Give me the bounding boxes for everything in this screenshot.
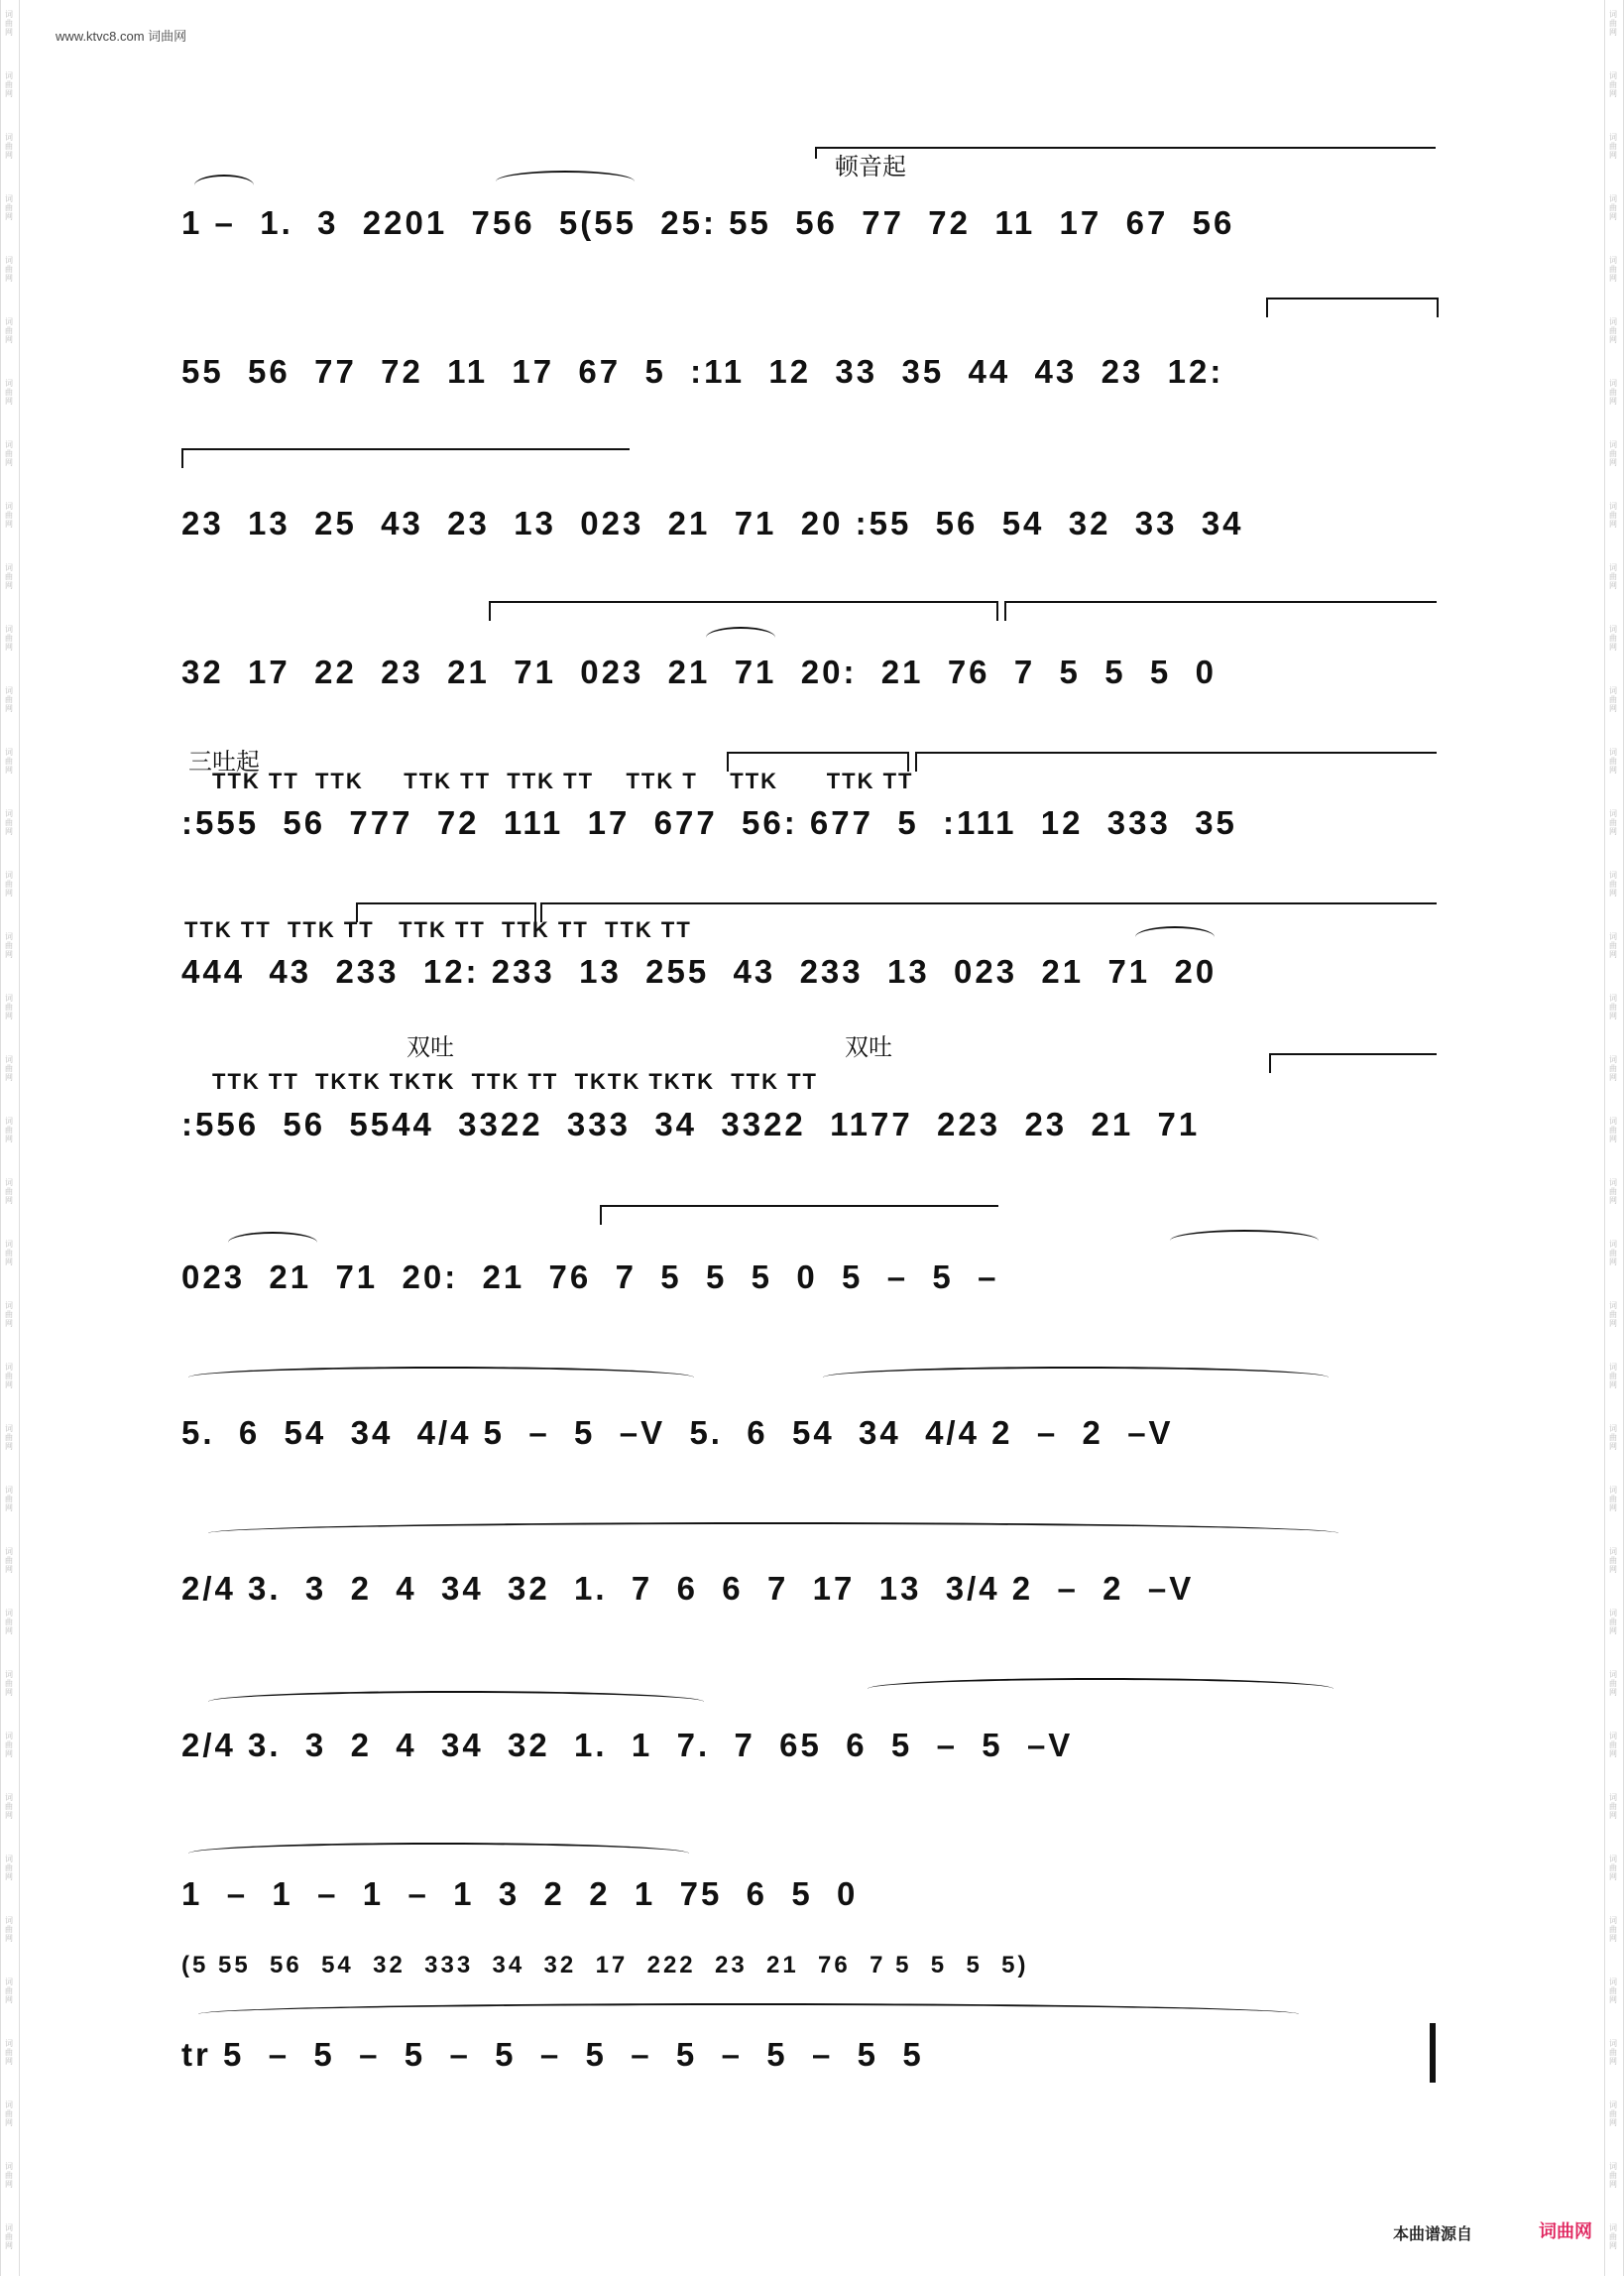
side-watermark-text: 词 曲 网 [1609,1855,1617,1881]
side-watermark-text: 词 曲 网 [5,194,13,221]
slur [228,1232,317,1254]
side-watermark-text: 词 曲 网 [5,1547,13,1574]
score-row-8 [181,1248,1438,1307]
row-12-notes: 1 – 1 – 1 – 1 3 2 2 1 75 6 5 0 [181,1875,859,1912]
side-watermark-text: 词 曲 网 [1609,1977,1617,2004]
side-watermark-text: 词 曲 网 [5,256,13,283]
side-watermark-text: 词 曲 网 [5,1732,13,1758]
side-watermark-text: 词 曲 网 [1609,809,1617,836]
side-watermark-text: 词 曲 网 [1609,502,1617,529]
side-watermark-text: 词 曲 网 [5,809,13,836]
side-watermark-text: 词 曲 网 [1609,1363,1617,1389]
footer-source-label: 本曲谱源自 [1393,2226,1473,2243]
slur [194,175,254,196]
side-watermark-text: 词 曲 网 [5,1486,13,1512]
side-watermark-text: 词 曲 网 [5,1363,13,1389]
side-watermark-text: 词 曲 网 [5,563,13,590]
row-1-notes: 1 – 1. 3 2201 756 5(55 25: 55 56 77 72 11 17 67 56 [181,204,1235,241]
volta-bracket [600,1205,998,1225]
side-watermark-text: 词 曲 网 [5,748,13,775]
side-watermark-text: 词 曲 网 [1609,1916,1617,1943]
side-watermark-text: 词 曲 网 [5,1609,13,1635]
row-11-notes: 2/4 3. 3 2 4 34 32 1. 1 7. 7 65 6 5 – 5 –V [181,1727,1074,1763]
side-watermark-text: 词 曲 网 [5,2100,13,2127]
side-watermark-text: 词 曲 网 [5,625,13,652]
side-watermark-text: 词 曲 网 [1609,256,1617,283]
side-watermark-text: 词 曲 网 [1609,1424,1617,1451]
side-watermark-text: 词 曲 网 [5,1916,13,1943]
score-row-11 [181,1716,1438,1775]
volta-bracket [1004,601,1437,621]
side-watermark-text: 词 曲 网 [5,994,13,1020]
slur [208,1691,704,1713]
slur [188,1367,694,1388]
side-watermark-text: 词 曲 网 [1609,1240,1617,1266]
volta-bracket [489,601,998,621]
slur [198,2003,1299,2025]
tongue-marks-row-5: TTK TT TTK TTK TT TTK TT TTK T TTK TTK TT [212,769,914,793]
slur [706,627,775,649]
tongue-marks-row-7: TTK TT TKTK TKTK TTK TT TKTK TKTK TTK TT [212,1069,818,1094]
score-row-1 [181,193,1438,253]
side-watermark-text: 词 曲 网 [5,686,13,713]
score-row-4 [181,643,1438,702]
san-tu-label: 三吐起 [188,749,260,776]
row-3-notes: 23 13 25 43 23 13 023 21 71 20 :55 56 54 32 33 34 [181,505,1244,541]
right-watermark-strip [1604,0,1624,2276]
side-watermark-text: 词 曲 网 [5,10,13,37]
score-row-13 [181,1946,1438,2005]
side-watermark-text: 词 曲 网 [1609,2223,1617,2250]
side-watermark-text: 词 曲 网 [1609,1670,1617,1697]
side-watermark-text: 词 曲 网 [1609,2039,1617,2066]
side-watermark-text: 词 曲 网 [5,71,13,98]
dun-yin-label: 顿音起 [835,154,906,180]
slur [868,1678,1334,1700]
side-watermark-text: 词 曲 网 [1609,133,1617,160]
slur [188,1843,689,1864]
row-5-notes: :555 56 777 72 111 17 677 56: 677 5 :111 12 333 35 [181,804,1237,841]
volta-bracket [1269,1053,1437,1073]
side-watermark-text: 词 曲 网 [1609,1178,1617,1205]
tongue-marks-row-6: TTK TT TTK TT TTK TT TTK TT TTK TT [184,917,692,942]
row-13-notes: (5 55 56 54 32 333 34 32 17 222 23 21 76 7 5 5 5 5) [181,1952,1029,1978]
dun-yin-bracket [815,147,1436,159]
side-watermark-text: 词 曲 网 [5,1977,13,2004]
side-watermark-text: 词 曲 网 [1609,1732,1617,1758]
side-watermark-text: 词 曲 网 [1609,1547,1617,1574]
side-watermark-text: 词 曲 网 [1609,1793,1617,1820]
side-watermark-text: 词 曲 网 [5,932,13,959]
side-watermark-text: 词 曲 网 [1609,1486,1617,1512]
shuang-tu-label-2: 双吐 [845,1034,892,1061]
side-watermark-text: 词 曲 网 [5,2162,13,2189]
row-10-notes: 2/4 3. 3 2 4 34 32 1. 7 6 6 7 17 13 3/4 2 – 2 –V [181,1570,1195,1607]
row-9-notes: 5. 6 54 34 4/4 5 – 5 –V 5. 6 54 34 4/4 2 – 2 –V [181,1414,1174,1451]
side-watermark-text: 词 曲 网 [5,1055,13,1082]
slur [496,171,635,192]
score-row-5 [181,793,1438,853]
slur [823,1367,1329,1388]
side-watermark-text: 词 曲 网 [1609,871,1617,898]
side-watermark-text: 词 曲 网 [5,379,13,406]
shuang-tu-label-1: 双吐 [406,1034,454,1061]
site-url: www.ktvc8.com 词曲网 [56,29,187,44]
left-watermark-strip [0,0,20,2276]
side-watermark-text: 词 曲 网 [1609,1301,1617,1328]
side-watermark-text: 词 曲 网 [1609,994,1617,1020]
score-row-7 [181,1095,1438,1154]
side-watermark-text: 词 曲 网 [1609,625,1617,652]
side-watermark-text: 词 曲 网 [5,871,13,898]
score-row-10 [181,1559,1438,1618]
volta-bracket [915,752,1437,772]
slur [1170,1230,1319,1252]
side-watermark-text: 词 曲 网 [1609,194,1617,221]
row-4-notes: 32 17 22 23 21 71 023 21 71 20: 21 76 7 5 5 5 0 [181,654,1217,690]
row-8-notes: 023 21 71 20: 21 76 7 5 5 5 0 5 – 5 – [181,1258,999,1295]
score-row-6 [181,942,1438,1002]
row-14-notes: tr 5 – 5 – 5 – 5 – 5 – 5 – 5 – 5 5 [181,2036,924,2073]
side-watermark-text: 词 曲 网 [5,1240,13,1266]
score-row-12 [181,1864,1438,1924]
side-watermark-text: 词 曲 网 [5,1855,13,1881]
side-watermark-text: 词 曲 网 [5,133,13,160]
side-watermark-text: 词 曲 网 [1609,379,1617,406]
side-watermark-text: 词 曲 网 [1609,2162,1617,2189]
side-watermark-text: 词 曲 网 [1609,748,1617,775]
score-row-2 [181,342,1438,402]
side-watermark-text: 词 曲 网 [5,440,13,467]
side-watermark-text: 词 曲 网 [1609,1609,1617,1635]
side-watermark-text: 词 曲 网 [5,502,13,529]
side-watermark-text: 词 曲 网 [5,1301,13,1328]
side-watermark-text: 词 曲 网 [5,1793,13,1820]
side-watermark-text: 词 曲 网 [5,1178,13,1205]
row-7-notes: :556 56 5544 3322 333 34 3322 1177 223 23 21 71 [181,1106,1201,1142]
side-watermark-text: 词 曲 网 [1609,1055,1617,1082]
side-watermark-text: 词 曲 网 [1609,563,1617,590]
side-watermark-text: 词 曲 网 [1609,317,1617,344]
side-watermark-text: 词 曲 网 [1609,1117,1617,1143]
row-2-notes: 55 56 77 72 11 17 67 5 :11 12 33 35 44 43 23 12: [181,353,1224,390]
side-watermark-text: 词 曲 网 [5,2223,13,2250]
side-watermark-text: 词 曲 网 [1609,440,1617,467]
volta-bracket [1266,298,1439,317]
score-row-14 [181,2025,1438,2085]
side-watermark-text: 词 曲 网 [5,1424,13,1451]
slur [208,1522,1338,1544]
side-watermark-text: 词 曲 网 [5,1670,13,1697]
slur [1135,926,1215,948]
row-6-notes: 444 43 233 12: 233 13 255 43 233 13 023 21 71 20 [181,953,1218,990]
side-watermark-text: 词 曲 网 [5,317,13,344]
side-watermark-text: 词 曲 网 [1609,2100,1617,2127]
footer-site-link[interactable]: 词曲网 [1539,2221,1592,2241]
side-watermark-text: 词 曲 网 [1609,686,1617,713]
score-row-9 [181,1403,1438,1463]
final-barline [1430,2023,1436,2083]
score-row-3 [181,494,1438,553]
side-watermark-text: 词 曲 网 [5,2039,13,2066]
side-watermark-text: 词 曲 网 [1609,71,1617,98]
side-watermark-text: 词 曲 网 [5,1117,13,1143]
volta-bracket [181,448,630,468]
side-watermark-text: 词 曲 网 [1609,932,1617,959]
side-watermark-text: 词 曲 网 [1609,10,1617,37]
